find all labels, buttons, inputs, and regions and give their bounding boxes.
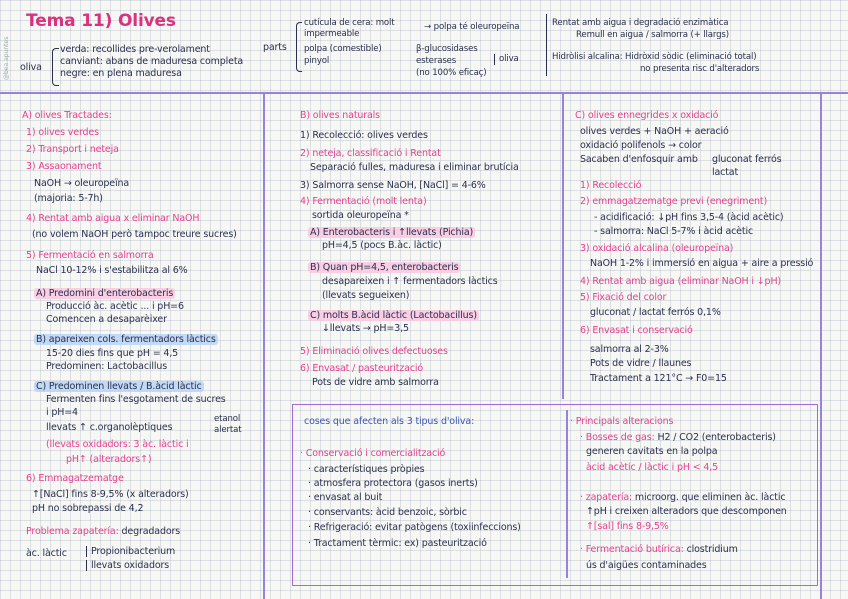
page-title: Tema 11) Olives bbox=[26, 11, 176, 31]
glucosides-1: β-glucosidases bbox=[416, 44, 478, 54]
col-b-item-text: C) molts B.àcid làctic (Lactobacillus) bbox=[310, 310, 477, 321]
col-a-item: llevats oxidadors bbox=[86, 560, 169, 571]
box-right-item bbox=[580, 544, 738, 555]
oliva-item: negre: en plena maduresa bbox=[60, 68, 182, 79]
col-a-item: llevats ↑ c.organolèptiques bbox=[46, 422, 173, 433]
col-b-item bbox=[308, 262, 460, 273]
box-left-item: · Tractament tèrmic: ex) pasteurització bbox=[308, 538, 487, 549]
col-a-item: àc. làctic bbox=[26, 548, 67, 559]
col-a-item-text: 4) Rentat amb aigua x eliminar NaOH bbox=[26, 213, 200, 224]
col-b-item: (llevats segueixen) bbox=[322, 290, 410, 301]
col-c-item: 6) Envasat i conservació bbox=[580, 325, 693, 336]
col-b-item-text: B) Quan pH=4,5, enterobacteris bbox=[310, 262, 459, 273]
col-b-item: 6) Envasat / pasteurització bbox=[300, 363, 424, 374]
col-c-item: oxidació polifenols → color bbox=[580, 140, 702, 151]
col-a-item: Propionibacterium bbox=[86, 546, 175, 557]
box-left-item: · conservants: àcid benzoic, sòrbic bbox=[308, 507, 467, 518]
col-c-item: lactat bbox=[712, 167, 739, 178]
col-a-item: (llevats oxidadors: 3 àc. làctic i bbox=[46, 439, 189, 450]
col-a-item-text: Problema zapatería: bbox=[26, 526, 119, 537]
box-right-item bbox=[580, 432, 776, 443]
box-left-subheading: · Conservació i comercialització bbox=[300, 448, 446, 459]
col-a-item: 6) Emmagatzematge bbox=[26, 473, 124, 484]
col-a-item: pH no sobrepassi de 4,2 bbox=[32, 503, 144, 514]
box-right-item-text: clostridium bbox=[686, 544, 738, 555]
watermark: @bea.apuntes bbox=[3, 36, 10, 80]
col-c-item: 3) oxidació alcalina (oleuropeïna) bbox=[580, 243, 734, 254]
box-right-item: generen cavitats en la polpa bbox=[586, 446, 718, 457]
parts-item: cutícula de cera: molt impermeable bbox=[304, 18, 395, 39]
box-divider bbox=[566, 410, 568, 578]
col-c-item: 2) emmagatzematge previ (enegriment) bbox=[580, 196, 768, 207]
rentat-1: Rentat amb aigua i degradació enzimàtica bbox=[552, 18, 729, 28]
box-right-heading: · Principals alteracions bbox=[570, 416, 674, 427]
parts-item: pinyol bbox=[304, 56, 330, 66]
col-c-item: Tractament a 121°C → F0=15 bbox=[590, 373, 727, 384]
col-c-item: Sacaben d'enfosquir amb bbox=[580, 154, 698, 165]
col-b-item: sortida oleuropeïna * bbox=[312, 210, 409, 221]
col-a-item: (no volem NaOH però tampoc treure sucres) bbox=[32, 229, 237, 240]
box-right-item: ↑[sal] fins 8-9,5% bbox=[586, 521, 669, 532]
col-b-item: ↓llevats → pH=3,5 bbox=[322, 323, 409, 334]
col-c-item: - salmorra: NaCl 5-7% i àcid acètic bbox=[594, 226, 754, 237]
box-right-item-text: H2 / CO2 (enterobacteris) bbox=[657, 432, 776, 443]
box-right-item-text: · Bosses de gas: bbox=[580, 432, 655, 443]
col-a-item bbox=[26, 526, 180, 537]
col-b-item bbox=[308, 227, 475, 238]
oliva-item: canviant: abans de maduresa completa bbox=[60, 56, 244, 67]
col-a-item bbox=[34, 381, 204, 392]
col-b-item-text: A) Enterobacteris i ↑llevats (Pichia) bbox=[310, 227, 474, 238]
column-divider-2 bbox=[562, 92, 564, 399]
col-b-item: pH=4,5 (pocs B.àc. làctic) bbox=[322, 240, 442, 251]
box-left-item: · Refrigeració: evitar patògens (toxiinfeccions) bbox=[308, 522, 521, 533]
col-b-item: 2) neteja, classificació i Rentat bbox=[300, 148, 441, 159]
box-left-heading: coses que afecten als 3 tipus d'oliva: bbox=[304, 416, 475, 427]
col-c-item: gluconat ferrós bbox=[712, 154, 782, 165]
hidrolisi-2: no presenta risc d'alteradors bbox=[640, 64, 760, 74]
col-c-item: 4) Rentat amb aigua (eliminar NaOH i ↓pH) bbox=[580, 276, 781, 287]
col-c-item: 1) Recolecció bbox=[580, 180, 642, 191]
oliva-item: verda: recollides pre-verolament bbox=[60, 44, 210, 55]
rentat-2: Remull en aigua / salmorra (+ llargs) bbox=[576, 30, 729, 40]
col-a-item: 1) olives verdes bbox=[26, 127, 99, 138]
box-right-item: ↑pH i creixen alteradors que descomponen bbox=[586, 506, 787, 517]
col-a-item: Producció àc. acètic ... i pH=6 bbox=[46, 301, 184, 312]
polpa-note: → polpa té oleuropeïna bbox=[424, 22, 520, 32]
col-c-item: olives verdes + NaOH + aeració bbox=[580, 126, 729, 137]
oliva-brace bbox=[52, 48, 59, 86]
col-b-item: 5) Eliminació olives defectuoses bbox=[300, 346, 448, 357]
col-a-item: pH↑ (alteradors↑) bbox=[66, 454, 152, 465]
col-a-item: alertat bbox=[214, 425, 242, 435]
col-a-item: NaOH → oleuropeïna bbox=[34, 178, 130, 189]
col-a-item: 3) Assaonament bbox=[26, 161, 102, 172]
col-a-item: etanol bbox=[214, 414, 241, 424]
glucosides-3: (no 100% eficaç) bbox=[416, 68, 487, 78]
col-b-item: 1) Recolecció: olives verdes bbox=[300, 130, 428, 141]
col-a-item: 2) Transport i neteja bbox=[26, 144, 119, 155]
col-c-item: Pots de vidre / llaunes bbox=[590, 358, 692, 369]
col-c-item: NaOH 1-2% i immersió en aigua + aire a pressió bbox=[590, 258, 814, 269]
col-c-item: gluconat / lactat ferrós 0,1% bbox=[590, 307, 721, 318]
parts-item: polpa (comestible) bbox=[304, 44, 382, 54]
box-right-item: ús d'aigües contaminades bbox=[586, 560, 707, 571]
col-a-item: (majoria: 5-7h) bbox=[34, 193, 103, 204]
col-a-heading: A) olives Tractades: bbox=[22, 110, 112, 121]
col-a-item: Predominen: Lactobacillus bbox=[46, 361, 168, 372]
box-left-item: · característiques pròpies bbox=[308, 464, 425, 475]
col-a-item bbox=[34, 334, 218, 345]
parts-label: parts bbox=[263, 42, 287, 53]
header-separator bbox=[546, 14, 547, 76]
col-a-item-text: degradadors bbox=[121, 526, 181, 537]
col-c-heading: C) olives ennegrides x oxidació bbox=[575, 110, 719, 121]
box-right-item: àcid acètic / làctic i pH < 4,5 bbox=[586, 462, 719, 473]
col-a-item-text: B) apareixen cols. fermentadors làctics bbox=[36, 334, 216, 345]
col-b-heading: B) olives naturals bbox=[300, 110, 380, 121]
header-divider bbox=[0, 92, 848, 94]
box-right-item-text: · Fermentació butírica: bbox=[580, 544, 684, 555]
col-b-item: 3) Salmorra sense NaOH, [NaCl] = 4-6% bbox=[300, 180, 486, 191]
col-c-item: 5) Fixació del color bbox=[580, 292, 667, 303]
col-a-item: NaCl 10-12% i s'estabilitza al 6% bbox=[36, 265, 188, 276]
col-b-item bbox=[308, 310, 479, 321]
col-c-item: salmorra al 2-3% bbox=[590, 344, 669, 355]
oliva-word: oliva bbox=[494, 54, 519, 65]
col-a-item: Comencen a desaparèixer bbox=[46, 314, 167, 325]
box-right-item-text: · zapatería: bbox=[580, 492, 633, 503]
col-a-item: Fermenten fins l'esgotament de sucres bbox=[46, 394, 226, 405]
col-a-item: ↑[NaCl] fins 8-9,5% (x alteradors) bbox=[32, 489, 189, 500]
col-a-item bbox=[26, 213, 199, 224]
col-a-item bbox=[34, 288, 175, 299]
hidrolisi-1: Hidròlisi alcalina: Hidròxid sòdic (eliminació total) bbox=[552, 52, 757, 62]
col-b-item: 4) Fermentació (molt lenta) bbox=[300, 196, 427, 207]
column-divider-1 bbox=[263, 92, 265, 599]
col-a-item: 5) Fermentació en salmorra bbox=[26, 250, 154, 261]
col-c-item: - acidificació: ↓pH fins 3,5-4 (àcid acètic) bbox=[594, 212, 784, 223]
col-a-item-text: A) Predomini d'enterobacteris bbox=[36, 288, 174, 299]
oliva-label: oliva bbox=[20, 62, 42, 73]
box-left-item: · envasat al buit bbox=[308, 492, 383, 503]
col-a-item: 15-20 dies fins que pH = 4,5 bbox=[46, 348, 179, 359]
col-a-item: i pH=4 bbox=[46, 407, 78, 418]
col-b-item: Pots de vidre amb salmorra bbox=[312, 377, 439, 388]
col-b-item: desapareixen i ↑ fermentadors làctics bbox=[322, 276, 498, 287]
right-edge-line bbox=[820, 92, 822, 599]
col-a-item-text: C) Predominen llevats / B.àcid làctic bbox=[36, 381, 202, 392]
glucosides-2: esterases bbox=[416, 56, 457, 66]
parts-brace bbox=[296, 22, 302, 72]
polpa-note-text: polpa té oleuropeïna bbox=[433, 22, 520, 32]
col-b-item: Separació fulles, maduresa i eliminar brutícia bbox=[310, 162, 519, 173]
box-left-item: · atmosfera protectora (gasos inerts) bbox=[308, 478, 478, 489]
box-right-item bbox=[580, 492, 785, 503]
box-right-item-text: microorg. que eliminen àc. làctic bbox=[634, 492, 786, 503]
